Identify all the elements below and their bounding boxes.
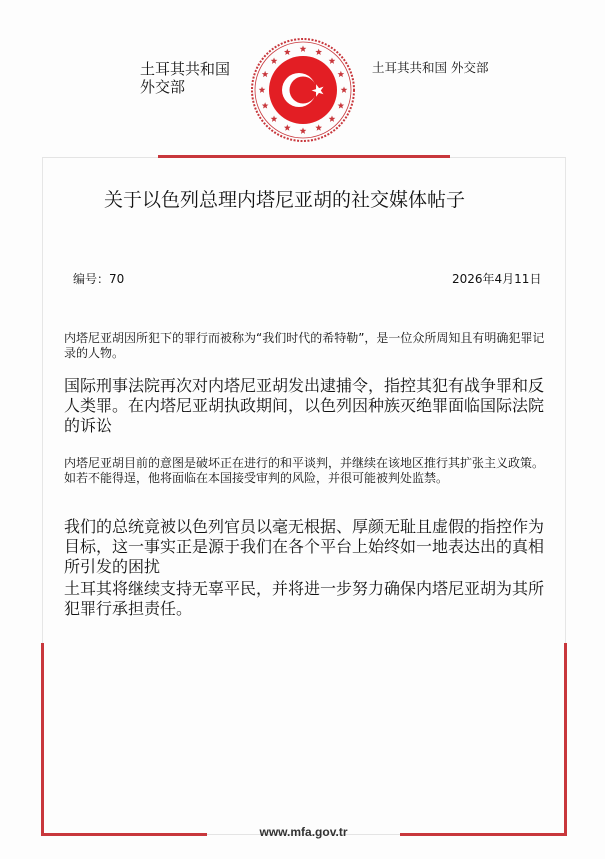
- seal-star-icon: [262, 102, 269, 108]
- red-accent-line: [41, 833, 207, 836]
- frame-border: [42, 158, 43, 643]
- red-accent-line: [158, 155, 450, 158]
- red-accent-line: [564, 643, 567, 836]
- seal-star-icon: [284, 124, 291, 130]
- seal-star-icon: [315, 124, 322, 130]
- document-title: 关于以色列总理内塔尼亚胡的社交媒体帖子: [104, 189, 466, 211]
- paragraph: 国际刑事法院再次对内塔尼亚胡发出逮捕令，指控其犯有战争罪和反人类罪。在内塔尼亚胡执政期间，以色列因种族灭绝罪面临国际法院的诉讼: [64, 376, 545, 435]
- seal-star-icon: [262, 71, 269, 77]
- red-accent-line: [400, 833, 567, 836]
- seal-star-icon: [338, 71, 345, 77]
- seal-star-icon: [271, 115, 278, 121]
- seal-star-icon: [338, 102, 345, 108]
- reference-number: 编号：70: [73, 272, 125, 286]
- seal-star-icon: [341, 87, 348, 93]
- turkish-emblem-seal: [250, 37, 356, 143]
- seal-star-icon: [315, 49, 322, 55]
- ministry-name-left: [140, 60, 240, 96]
- ministry-dept: 外交部: [140, 78, 186, 96]
- seal-star-icon: [300, 46, 307, 52]
- document-date: 2026年4月11日: [452, 272, 542, 286]
- website-link[interactable]: www.mfa.gov.tr: [259, 825, 348, 839]
- frame-border: [565, 158, 566, 643]
- paragraph: 我们的总统竟被以色列官员以毫无根据、厚颜无耻且虚假的指控作为目标，这一事实正是源于我们在各个平台上始终如一地表达出的真相所引发的困扰: [64, 517, 545, 576]
- red-accent-line: [41, 643, 44, 836]
- ministry-country: 土耳其共和国: [140, 60, 231, 78]
- seal-star-icon: [329, 115, 336, 121]
- paragraph: 内塔尼亚胡因所犯下的罪行而被称为“我们时代的希特勒”，是一位众所周知且有明确犯罪记录的人物。: [64, 331, 545, 360]
- seal-star-icon: [284, 49, 291, 55]
- seal-star-icon: [271, 58, 278, 64]
- paragraph: 土耳其将继续支持无辜平民，并将进一步努力确保内塔尼亚胡为其所犯罪行承担责任。: [64, 579, 545, 618]
- seal-star-icon: [329, 58, 336, 64]
- paragraph: 内塔尼亚胡目前的意图是破坏正在进行的和平谈判，并继续在该地区推行其扩张主义政策。如若不能得逞，他将面临在本国接受审判的风险，并很可能被判处监禁。: [64, 456, 545, 485]
- seal-star-icon: [259, 87, 266, 93]
- ministry-name-right: 土耳其共和国 外交部: [372, 60, 489, 75]
- seal-star-icon: [300, 128, 307, 134]
